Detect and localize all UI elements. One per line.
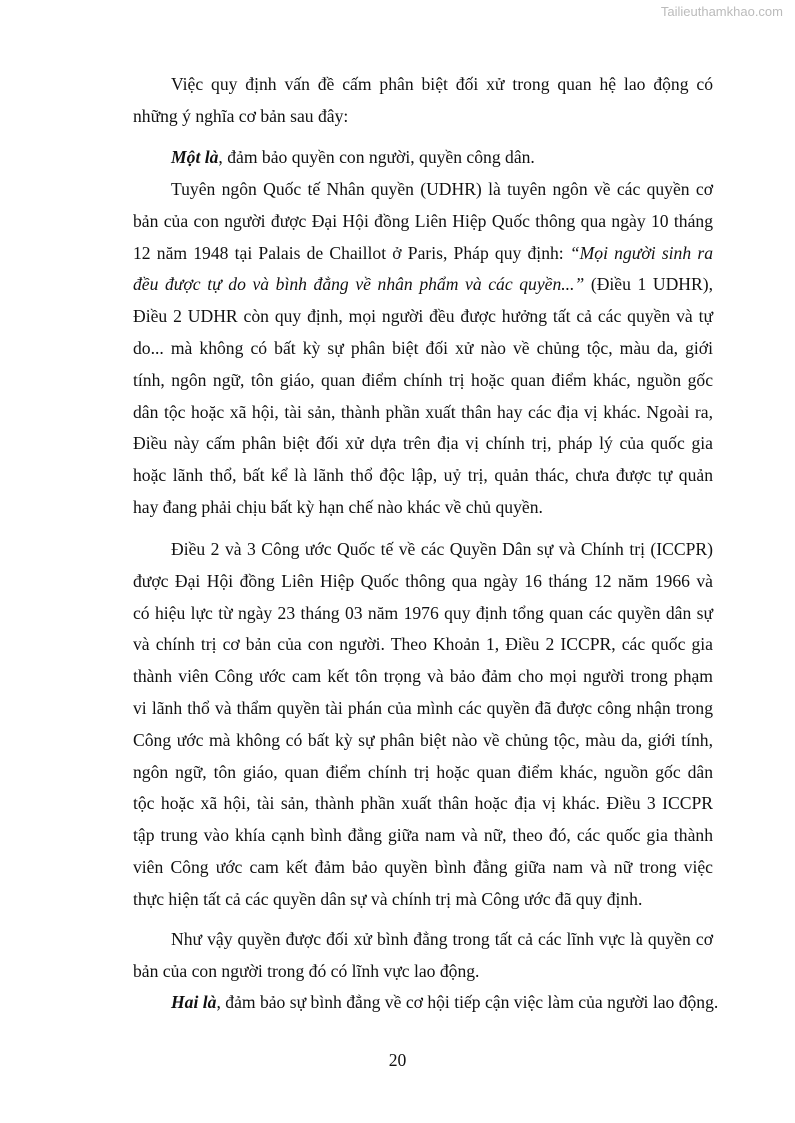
bold-italic-heading: Một là xyxy=(171,147,219,167)
text-line xyxy=(133,661,713,693)
text-line xyxy=(133,269,713,301)
text-segment: Điều 2 UDHR còn quy định, mọi người đều được hưởng tất cả các quyền và tự xyxy=(133,306,713,327)
text-line xyxy=(133,852,713,884)
text-segment: Điều này cấm phân biệt đối xử dựa trên địa vị chính trị, pháp lý của quốc gia xyxy=(133,433,713,454)
text-line xyxy=(133,365,713,397)
text-line xyxy=(133,956,713,988)
text-line xyxy=(133,566,713,598)
text-line xyxy=(133,725,713,757)
text-segment: tính, ngôn ngữ, tôn giáo, quan điểm chính trị hoặc quan điểm khác, nguồn gốc xyxy=(133,369,713,390)
text-line xyxy=(133,693,713,725)
watermark: Tailieuthamkhao.com xyxy=(660,4,783,19)
italic-quote: “Mọi người sinh ra xyxy=(569,242,713,263)
text-line xyxy=(133,333,713,365)
text-line xyxy=(133,301,713,333)
paragraph-udhr xyxy=(133,174,713,524)
text-segment: tộc hoặc xã hội, tài sản, thành phần xuất thân hoặc địa vị khác. Điều 3 ICCPR xyxy=(133,793,713,814)
text-line xyxy=(133,238,713,270)
text-segment: 12 năm 1948 tại Palais de Chaillot ở Paris, Pháp quy định: xyxy=(133,242,570,263)
text-line xyxy=(133,534,713,566)
text-segment: Như vậy quyền được đối xử bình đẳng trong tất cả các lĩnh vực là quyền cơ xyxy=(171,929,713,949)
text-segment: bản của con người được Đại Hội đồng Liên Hiệp Quốc thông qua ngày 10 tháng xyxy=(133,210,713,231)
text-line xyxy=(133,788,713,820)
text-segment: thành viên Công ước cam kết tôn trọng và bảo đảm cho mọi người trong phạm xyxy=(133,666,713,687)
text-line xyxy=(133,598,713,630)
text-line xyxy=(133,757,713,789)
text-line xyxy=(133,428,713,460)
text-segment: Công ước mà không có bất kỳ sự phân biệt nào về chủng tộc, màu da, giới tính, xyxy=(133,729,713,750)
text-segment: Việc quy định vấn đề cấm phân biệt đối xử trong quan hệ lao động có xyxy=(171,74,713,94)
paragraph-intro xyxy=(133,69,713,133)
text-line xyxy=(133,820,713,852)
page-number: 20 xyxy=(388,1050,407,1070)
italic-quote: đều được tự do và bình đẳng về nhân phẩm và các quyền...” xyxy=(133,274,585,295)
text-segment: , đảm bảo quyền con người, quyền công dân. xyxy=(218,147,535,167)
text-segment: (Điều 1 UDHR), xyxy=(584,274,713,295)
text-segment: ngôn ngữ, tôn giáo, quan điểm chính trị hoặc quan điểm khác, nguồn gốc dân xyxy=(133,761,713,782)
text-segment: viên Công ước cam kết đảm bảo quyền bình đẳng giữa nam và nữ trong việc xyxy=(133,856,713,877)
text-line xyxy=(133,460,713,492)
text-segment: dân tộc hoặc xã hội, tài sản, thành phần xuất thân hay các địa vị khác. Ngoài ra, xyxy=(133,401,713,422)
bold-italic-heading: Hai là xyxy=(171,992,217,1012)
text-line xyxy=(133,174,713,206)
paragraph-point-one xyxy=(133,142,713,174)
paragraph-iccpr xyxy=(133,534,713,916)
text-segment: , đảm bảo sự bình đẳng về cơ hội tiếp cận việc làm của người lao động. xyxy=(216,992,719,1012)
text-line xyxy=(133,206,713,238)
text-line xyxy=(133,69,713,101)
text-segment: những ý nghĩa cơ bản sau đây: xyxy=(133,105,349,126)
text-segment: hoặc lãnh thổ, bất kể là lãnh thổ độc lập, uỷ trị, quản thác, chưa được tự quản xyxy=(133,465,713,486)
text-line xyxy=(133,101,713,133)
paragraph-point-two xyxy=(133,987,719,1019)
text-segment: được Đại Hội đồng Liên Hiệp Quốc thông qua ngày 16 tháng 12 năm 1966 và xyxy=(133,570,713,591)
text-segment: vi lãnh thổ và thẩm quyền tài phán của mình các quyền đã được công nhận trong xyxy=(133,697,713,718)
paragraph-conclusion xyxy=(133,924,713,988)
text-segment: tập trung vào khía cạnh bình đẳng giữa nam và nữ, theo đó, các quốc gia thành xyxy=(133,825,713,846)
text-segment: thực hiện tất cả các quyền dân sự và chính trị mà Công ước đã quy định. xyxy=(133,888,643,909)
text-line xyxy=(133,987,719,1019)
text-segment: Điều 2 và 3 Công ước Quốc tế về các Quyền Dân sự và Chính trị (ICCPR) xyxy=(171,539,713,559)
text-line xyxy=(133,884,713,916)
text-segment: hay đang phải chịu bất kỳ hạn chế nào khác về chủ quyền. xyxy=(133,496,543,517)
text-line xyxy=(133,142,713,174)
text-segment: do... mà không có bất kỳ sự phân biệt đối xử nào về chủng tộc, màu da, giới xyxy=(133,337,713,358)
text-line xyxy=(133,492,713,524)
text-line xyxy=(133,397,713,429)
text-line xyxy=(133,924,713,956)
text-segment: bản của con người trong đó có lĩnh vực lao động. xyxy=(133,960,480,981)
text-line xyxy=(133,629,713,661)
text-segment: và chính trị cơ bản của con người. Theo Khoản 1, Điều 2 ICCPR, các quốc gia xyxy=(133,634,713,655)
text-segment: Tuyên ngôn Quốc tế Nhân quyền (UDHR) là tuyên ngôn về các quyền cơ xyxy=(171,179,713,199)
text-segment: có hiệu lực từ ngày 23 tháng 03 năm 1976 quy định tổng quan các quyền dân sự xyxy=(133,602,713,623)
